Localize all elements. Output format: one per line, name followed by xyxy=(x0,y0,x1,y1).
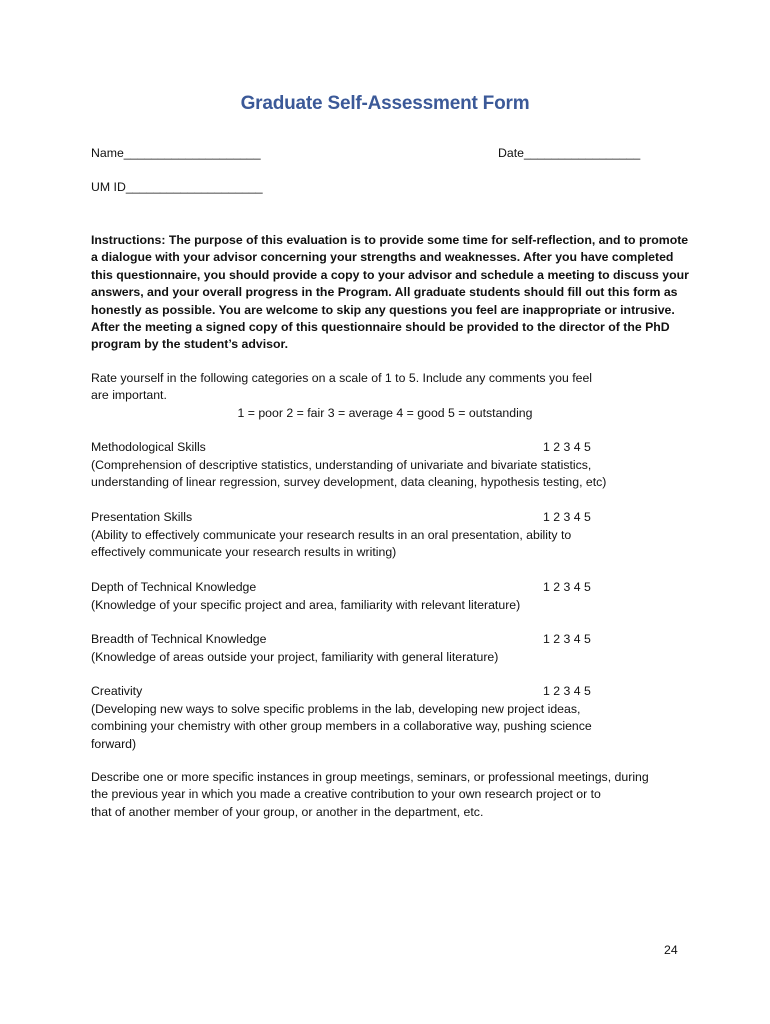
description-line: effectively communicate your research results in writing) xyxy=(91,545,397,560)
description-line: (Developing new ways to solve specific problems in the lab, developing new project ideas, xyxy=(91,702,581,716)
instructions-line: a dialogue with your advisor concerning your strengths and weaknesses. After you have completed xyxy=(91,250,674,265)
category-description xyxy=(91,597,691,614)
describe-line: the previous year in which you made a creative contribution to your own research project or to xyxy=(91,787,601,802)
rating-intro-line: Rate yourself in the following categories on a scale of 1 to 5. Include any comments you feel xyxy=(91,371,593,385)
category-description xyxy=(91,457,691,492)
instructions-line: honestly as possible. You are welcome to skip any questions you feel are inappropriate or intrusive. xyxy=(91,302,675,317)
page-number: 24 xyxy=(664,943,678,957)
category-description xyxy=(91,701,691,753)
category-name: Creativity xyxy=(91,684,143,698)
category-name: Depth of Technical Knowledge xyxy=(91,580,257,594)
instructions-line: answers, and your overall progress in the Program. All graduate students should fill out this form as xyxy=(91,285,678,300)
rating-scale[interactable]: 1 2 3 4 5 xyxy=(543,580,591,594)
rating-scale[interactable]: 1 2 3 4 5 xyxy=(543,510,591,524)
scale-legend: 1 = poor 2 = fair 3 = average 4 = good 5 = outstanding xyxy=(237,406,533,420)
umid-field[interactable]: UM ID____________________ xyxy=(91,180,263,194)
page-title: Graduate Self-Assessment Form xyxy=(240,93,530,114)
category-name: Breadth of Technical Knowledge xyxy=(91,632,267,646)
description-line: understanding of linear regression, survey development, data cleaning, hypothesis testing, etc) xyxy=(91,475,607,490)
category-description xyxy=(91,649,691,666)
instructions-line: Instructions: The purpose of this evaluation is to provide some time for self-reflection, and to promote xyxy=(91,233,689,247)
describe-line: Describe one or more specific instances in group meetings, seminars, or professional meetings, during xyxy=(91,770,649,784)
description-line: (Knowledge of areas outside your project, familiarity with general literature) xyxy=(91,650,499,664)
category-name: Methodological Skills xyxy=(91,440,206,454)
instructions-line: program by the student’s advisor. xyxy=(91,337,289,352)
date-field[interactable]: Date_________________ xyxy=(498,146,641,160)
category-name: Presentation Skills xyxy=(91,510,193,524)
rating-scale[interactable]: 1 2 3 4 5 xyxy=(543,632,591,646)
rating-intro-line: are important. xyxy=(91,388,167,403)
category-description xyxy=(91,527,691,562)
description-line: (Comprehension of descriptive statistics, understanding of univariate and bivariate statistics, xyxy=(91,458,592,472)
instructions-paragraph xyxy=(91,232,691,354)
describe-paragraph xyxy=(91,769,691,821)
instructions-line: After the meeting a signed copy of this questionnaire should be provided to the director of the PhD xyxy=(91,320,670,335)
description-line: (Ability to effectively communicate your research results in an oral presentation, ability to xyxy=(91,528,572,542)
describe-line: that of another member of your group, or another in the department, etc. xyxy=(91,804,484,819)
name-field[interactable]: Name____________________ xyxy=(91,146,261,160)
description-line: forward) xyxy=(91,736,137,751)
rating-intro xyxy=(91,370,691,405)
rating-scale[interactable]: 1 2 3 4 5 xyxy=(543,684,591,698)
rating-scale[interactable]: 1 2 3 4 5 xyxy=(543,440,591,454)
instructions-line: this questionnaire, you should provide a copy to your advisor and schedule a meeting to discuss your xyxy=(91,267,689,282)
description-line: (Knowledge of your specific project and area, familiarity with relevant literature) xyxy=(91,598,521,612)
description-line: combining your chemistry with other group members in a collaborative way, pushing science xyxy=(91,719,592,734)
